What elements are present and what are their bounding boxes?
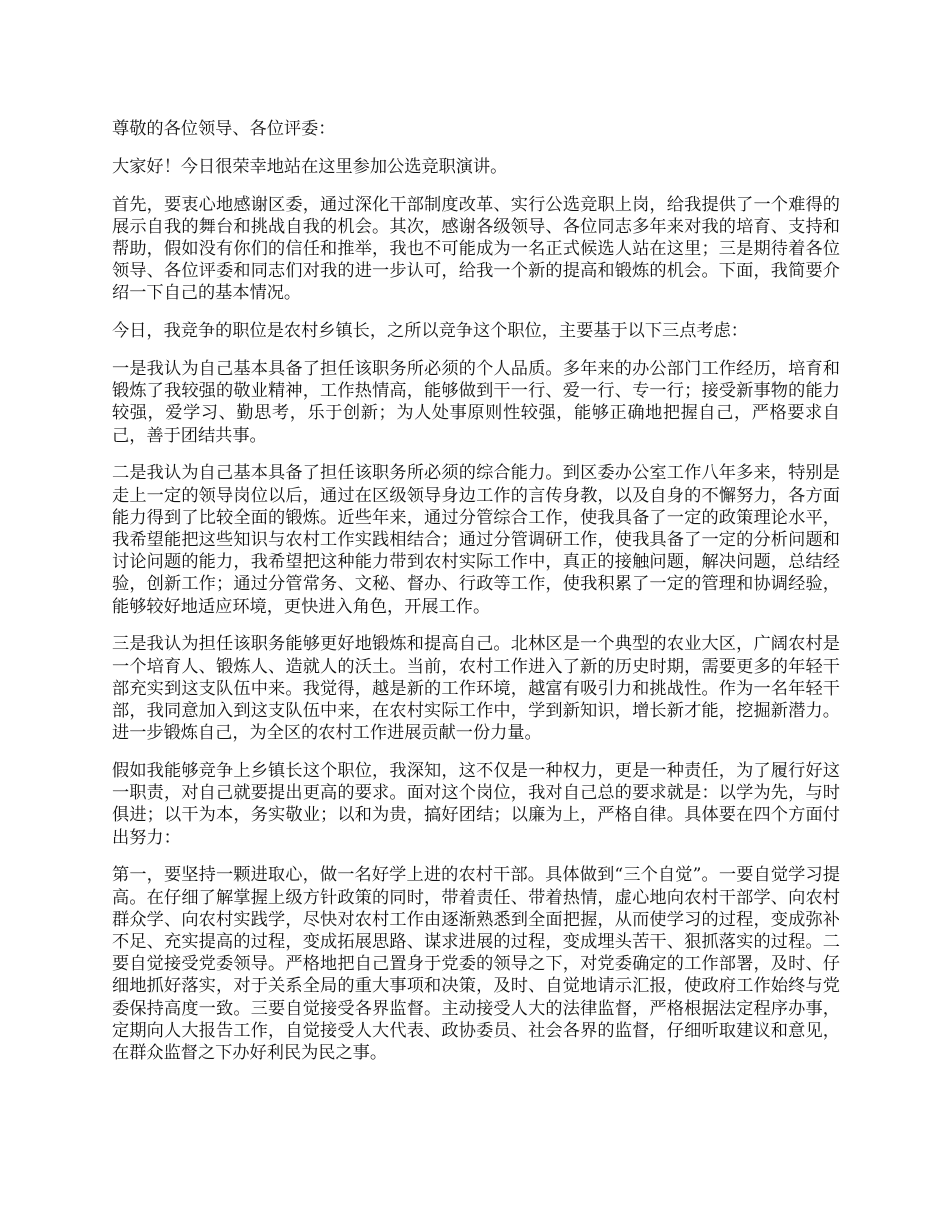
paragraph-commitment: 假如我能够竞争上乡镇长这个职位，我深知，这不仅是一种权力，更是一种责任，为了履行好这一职责，对自己就要提出更高的要求。面对这个岗位，我对自己总的要求就是：以学为先，与时俱进；以干为本，务实敬业；以和为贵，搞好团结；以廉为上，严格自律。具体要在四个方面付出努力： [112,761,840,848]
paragraph-position: 今日，我竞争的职位是农村乡镇长，之所以竞争这个职位，主要基于以下三点考虑： [112,321,748,342]
paragraph-reason-3: 三是我认为担任该职务能够更好地锻炼和提高自己。北林区是一个典型的农业大区，广阔农村是一个培育人、锻炼人、造就人的沃土。当前，农村工作进入了新的历史时期，需要更多的年轻干部充实到这支队伍中来。我觉得，越是新的工作环境，越富有吸引力和挑战性。作为一名年轻干部，我同意加入到这支队伍中来，在农村实际工作中，学到新知识，增长新才能，挖掘新潜力。进一步锻炼自己，为全区的农村工作进展贡献一份力量。 [112,634,840,744]
salutation: 尊敬的各位领导、各位评委： [112,119,336,139]
paragraph-first-effort: 第一，要坚持一颗进取心，做一名好学上进的农村干部。具体做到“三个自觉”。一要自觉学习提高。在仔细了解掌握上级方针政策的同时，带着责任、带着热情，虚心地向农村干部学、向农村群众学、向农村实践学，尽快对农村工作由逐渐熟悉到全面把握，从而使学习的过程，变成弥补不足、充实提高的过程，变成拓展思路、谋求进展的过程，变成埋头苦干、狠抓落实的过程。二要自觉接受党委领导。严格地把自己置身于党委的领导之下，对党委确定的工作部署，及时、仔细地抓好落实，对于关系全局的重大事项和决策，及时、自觉地请示汇报，使政府工作始终与党委保持高度一致。三要自觉接受各界监督。主动接受人大的法律监督，严格根据法定程序办事，定期向人大报告工作，自觉接受人大代表、政协委员、社会各界的监督，仔细听取建议和意见，在群众监督之下办好利民为民之事。 [112,865,840,1064]
paragraph-reason-2: 二是我认为自己基本具备了担任该职务所必须的综合能力。到区委办公室工作八年多来，特别是走上一定的领导岗位以后，通过在区级领导身边工作的言传身教，以及自身的不懈努力，各方面能力得到了比较全面的锻炼。近些年来，通过分管综合工作，使我具备了一定的政策理论水平，我希望能把这些知识与农村工作实践相结合；通过分管调研工作，使我具备了一定的分析问题和讨论问题的能力，我希望把这种能力带到农村实际工作中，真正的接触问题，解决问题，总结经验，创新工作；通过分管常务、文秘、督办、行政等工作，使我积累了一定的管理和协调经验，能够较好地适应环境，更快进入角色，开展工作。 [112,463,840,617]
paragraph-thanks: 首先，要衷心地感谢区委，通过深化干部制度改革、实行公选竞职上岗，给我提供了一个难得的展示自我的舞台和挑战自我的机会。其次，感谢各级领导、各位同志多年来对我的培育、支持和帮助，假如没有你们的信任和推举，我也不可能成为一名正式候选人站在这里；三是期待着各位领导、各位评委和同志们对我的进一步认可，给我一个新的提高和锻炼的机会。下面，我简要介绍一下自己的基本情况。 [112,194,840,304]
paragraph-reason-1: 一是我认为自己基本具备了担任该职务所必须的个人品质。多年来的办公部门工作经历，培育和锻炼了我较强的敬业精神，工作热情高，能够做到干一行、爱一行、专一行；接受新事物的能力较强，爱学习、勤思考，乐于创新；为人处事原则性较强，能够正确地把握自己，严格要求自己，善于团结共事。 [112,359,840,446]
document-body [112,118,840,1080]
paragraph-greeting: 大家好！今日很荣幸地站在这里参加公选竞职演讲。 [112,156,508,177]
